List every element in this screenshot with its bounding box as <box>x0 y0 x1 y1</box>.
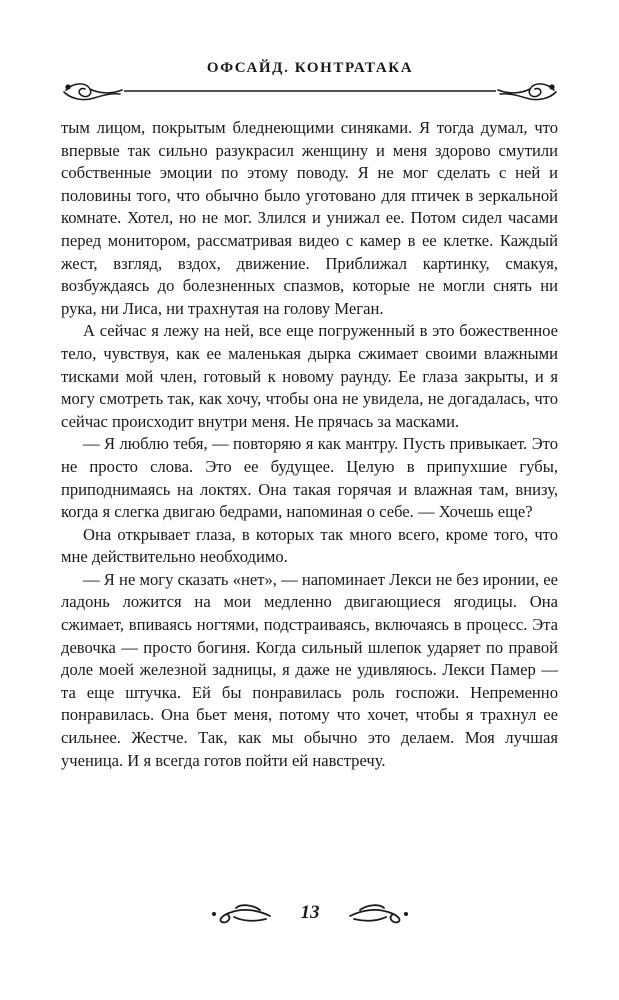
page-footer <box>200 900 420 930</box>
paragraph: тым лицом, покрытым бледнеющими синяками. Я тогда думал, что впервые так сильно разукрасил женщину и меня здорово смутили собственные эмоции по этому поводу. Я не мог сделать с ней и половины того, что обычно было уготовано для птичек в зеркальной комнате. Хотел, но не мог. Злился и унижал ее. Потом сидел часами перед монитором, рассматривая видео с камер в ее клетке. Каждый жест, взгляд, вздох, движение. Приближал картинку, смакуя, возбуждаясь до болезненных спазмов, которые не могли снять ни рука, ни Лиса, ни трахнутая на голову Меган. <box>61 118 558 318</box>
running-header <box>60 56 560 106</box>
running-header-title: ОФСАЙД. КОНТРАТАКА <box>206 60 414 76</box>
paragraph: — Я люблю тебя, — повторяю я как мантру. Пусть привыкает. Это не просто слова. Это ее будущее. Целую в припухшие губы, приподнимаясь на локтях. Она такая горячая и влажная там, внизу, когда я слегка двигаю бедрами, напоминая о себе. — Хочешь еще? <box>61 434 558 522</box>
scroll-flourish-icon <box>64 84 122 100</box>
header-ornament-rule <box>60 78 560 106</box>
swirl-flourish-icon <box>348 900 410 926</box>
page-number: 13 <box>300 902 320 923</box>
paragraph: А сейчас я лежу на ней, все еще погруженный в это божественное тело, чувствуя, как ее маленькая дырка сжимает своими влажными тисками мой член, готовый к новому раунду. Ее глаза закрыты, и я могу смотреть так, как хочу, чтобы она не увидела, не догадалась, что сейчас происходит внутри меня. Не прячась за масками. <box>61 321 558 431</box>
paragraph: — Я не могу сказать «нет», — напоминает Лекси не без иронии, ее ладонь ложится на мои медленно двигающиеся ягодицы. Она сжимает, впиваясь ногтями, подстраиваясь, включаясь в процесс. Эта девочка — просто богиня. Когда сильный шлепок ударяет по правой доле моей железной задницы, я даже не удивляюсь. Лекси Памер — та еще штучка. Ей бы понравилась роль госпожи. Непременно понравилась. Она бьет меня, потому что хочет, чтобы я трахнул ее сильнее. Жестче. Так, как мы обычно это делаем. Моя лучшая ученица. И я всегда готов пойти ей навстречу. <box>61 569 558 770</box>
scroll-flourish-icon <box>498 84 556 100</box>
paragraph: Она открывает глаза, в которых так много всего, кроме того, что мне действительно необходимо. <box>61 524 558 567</box>
body-text <box>61 117 558 772</box>
